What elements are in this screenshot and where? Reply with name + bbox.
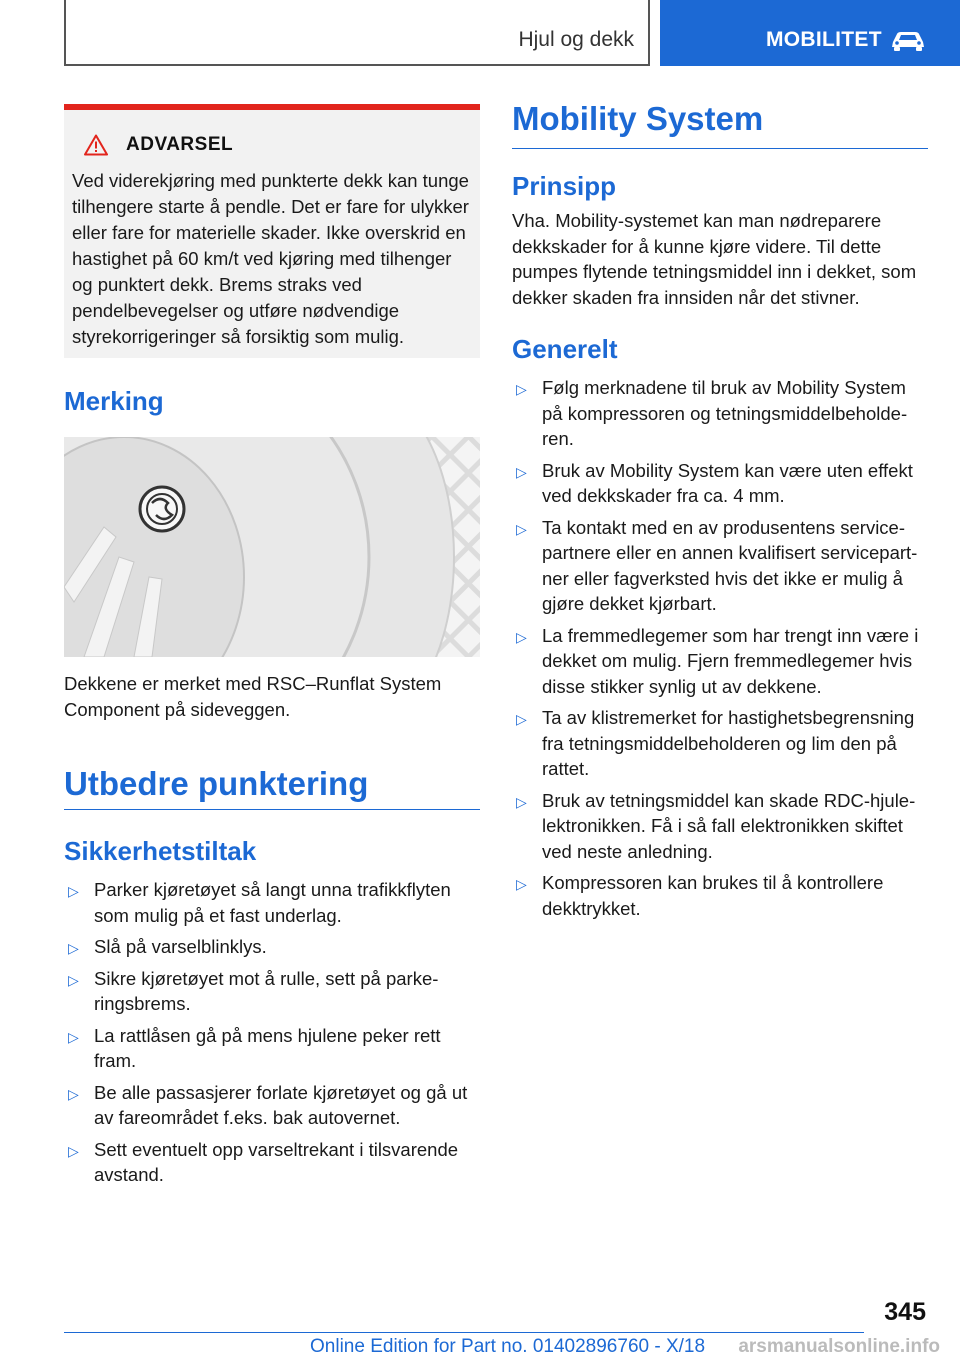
edition-text: Online Edition for Part no. 01402896760 - X/18	[310, 1336, 706, 1357]
car-icon	[890, 29, 926, 51]
tyre-caption: Dekkene er merket med RSC–Runflat System Component på sideveggen.	[64, 673, 442, 720]
generelt-heading: Generelt	[512, 334, 618, 364]
safety-list	[64, 877, 480, 1188]
page-number: 345	[884, 1298, 926, 1326]
triangle-bullet-icon: ▷	[516, 381, 527, 397]
prinsipp-text: Vha. Mobility-systemet kan man nødreparere dekkskader for å kunne kjøre videre. Til dette pumpes flytende tetningsmiddel inn i dekket, som dekker skaden fra innsiden når det stivner.	[512, 210, 917, 308]
list-item: ▷ Slå på varselblinklys.	[64, 934, 480, 960]
watermark: arsmanualsonline.info	[738, 1336, 940, 1357]
utbedre-heading: Utbedre punktering	[64, 765, 480, 810]
triangle-bullet-icon: ▷	[68, 883, 79, 899]
mobility-heading: Mobility System	[512, 100, 928, 149]
header-section-box	[64, 0, 650, 66]
generelt-list	[512, 375, 928, 921]
list-item: ▷ Sett eventuelt opp varseltrekant i tilsvarende avstand.	[68, 1138, 459, 1185]
chapter-tab[interactable]	[660, 0, 960, 66]
list-item: ▷ Følg merknadene til bruk av Mobility System på kompressoren og tetningsmiddelbeholderen.	[516, 377, 908, 449]
triangle-bullet-icon: ▷	[68, 1085, 79, 1102]
triangle-bullet-icon: ▷	[516, 520, 527, 537]
list-item: ▷ Be alle passasjerer forlate kjøretøyet og gå ut av fareområdet f.eks. bak autovernet.	[68, 1081, 468, 1128]
warning-triangle-icon	[84, 134, 108, 156]
list-item: ▷ Bruk av Mobility System kan være uten effekt ved dekkskader fra ca. 4 mm.	[516, 459, 913, 506]
tyre-rsc-image	[64, 437, 480, 657]
list-item: ▷ Bruk av tetningsmiddel kan skade RDC-hjulelektronikken. Få i så fall elektronikken skiftet ved neste anledning.	[516, 789, 916, 862]
triangle-bullet-icon: ▷	[516, 711, 527, 727]
chapter-tab-label: MOBILITET	[766, 28, 882, 51]
warning-title: ADVARSEL	[126, 134, 234, 155]
list-item: ▷ Ta kontakt med en av produsentens servicepartnere eller en annen kvalifisert servicepartner eller fagverksted hvis det ikke er mulig å gjøre dekket kjørbart.	[516, 516, 918, 614]
page-header	[0, 0, 960, 66]
list-item: ▷ La rattlåsen gå på mens hjulene peker rett fram.	[68, 1024, 441, 1071]
warning-text: Ved viderekjøring med punkterte dekk kan tunge tilhengere starte å pendle. Det er fare for ulykker eller fare for materielle skader. Ikke overskrid en hastighet på 60 km/t ved kjøring med tilhenger og punktert dekk. Brems straks ved pendelbevegelser og utføre nødvendige styrekorrigeringer så forsiktig som mulig.	[72, 170, 469, 347]
list-item: ▷ Ta av klistremerket for hastighetsbegrensning fra tetningsmiddelbeholderen og lim den på rattet.	[516, 707, 915, 779]
list-item: ▷ Kompressoren kan brukes til å kontrollere dekktrykket.	[516, 872, 884, 919]
footer-divider	[64, 1332, 864, 1333]
list-item: ▷ Parker kjøretøyet så langt unna trafikkflyten som mulig på et fast underlag.	[68, 879, 451, 926]
prinsipp-heading: Prinsipp	[512, 171, 617, 201]
merking-heading: Merking	[64, 386, 164, 416]
list-item: ▷ Sikre kjøretøyet mot å rulle, sett på parkeringsbrems.	[68, 967, 439, 1014]
triangle-bullet-icon: ▷	[516, 628, 527, 645]
triangle-bullet-icon: ▷	[516, 876, 527, 892]
warning-heading	[84, 134, 472, 156]
triangle-bullet-icon: ▷	[68, 1028, 79, 1045]
warning-box	[64, 104, 480, 358]
triangle-bullet-icon: ▷	[516, 793, 527, 810]
left-column	[64, 104, 480, 1194]
triangle-bullet-icon: ▷	[68, 971, 79, 988]
triangle-bullet-icon: ▷	[68, 940, 79, 956]
triangle-bullet-icon: ▷	[68, 1142, 79, 1159]
triangle-bullet-icon: ▷	[516, 463, 527, 480]
section-title: Hjul og dekk	[518, 28, 634, 51]
right-column	[512, 100, 928, 927]
list-item: ▷ La fremmedlegemer som har trengt inn være i dekket om mulig. Fjern fremmedlegemer hvis disse stikker synlig ut av dekkene.	[516, 624, 919, 697]
sikkerhetstiltak-heading: Sikkerhetstiltak	[64, 836, 257, 866]
